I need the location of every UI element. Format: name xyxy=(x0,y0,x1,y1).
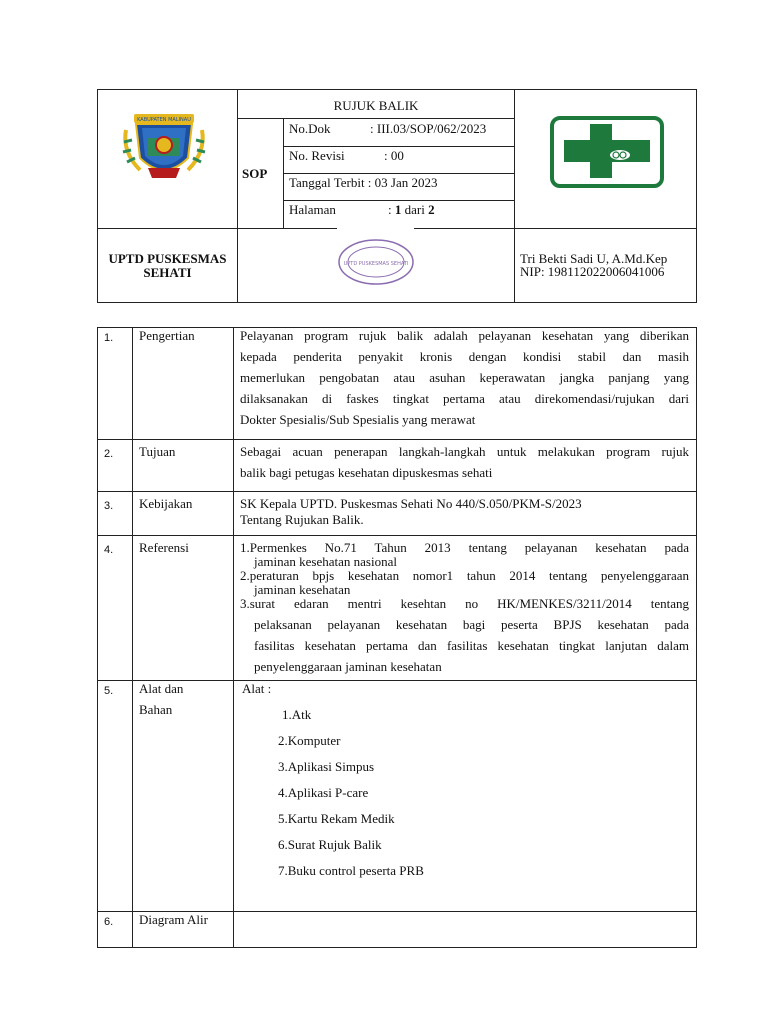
section-label: Tujuan xyxy=(139,444,176,459)
no-revisi-label: No. Revisi xyxy=(289,148,345,163)
section-text-line: 2.peraturan bpjs kesehatan nomor1 tahun 2014 tentang penyelenggaraan xyxy=(240,568,689,583)
svg-text:UPTD PUSKESMAS SEHATI: UPTD PUSKESMAS SEHATI xyxy=(343,261,409,267)
section-text-line: kepada penderita penyakit kronis dengan kondisi stabil dan masih xyxy=(240,349,689,364)
list-item: 4.Aplikasi P-care xyxy=(278,785,369,800)
no-dok-value: : III.03/SOP/062/2023 xyxy=(370,121,487,136)
section-text-line: 1.Permenkes No.71 Tahun 2013 tentang pelayanan kesehatan pada xyxy=(240,540,689,555)
alat-heading: Alat : xyxy=(242,681,272,696)
section-text-line: pelaksanan pelayanan kesehatan bagi peserta BPJS kesehatan pada xyxy=(254,617,689,632)
sop-label: SOP xyxy=(242,166,268,181)
halaman-value xyxy=(388,202,435,218)
section-label: Diagram Alir xyxy=(139,912,208,927)
section-text-line: balik bagi petugas kesehatan dipuskesmas sehati xyxy=(240,465,493,480)
section-text-line: dilaksanakan di faskes tingkat pertama atau direkomendasi/rujukan dari xyxy=(240,391,689,406)
halaman-label: Halaman xyxy=(289,202,336,217)
section-text-line: SK Kepala UPTD. Puskesmas Sehati No 440/S.050/PKM-S/2023 xyxy=(240,496,582,511)
section-text-line: Pelayanan program rujuk balik adalah pelayanan kesehatan yang diberikan xyxy=(240,328,689,343)
section-text-line: Tentang Rujukan Balik. xyxy=(240,512,364,527)
section-text-line: Dokter Spesialis/Sub Spesialis yang merawat xyxy=(240,412,476,427)
section-label: Alat dan xyxy=(139,681,184,696)
list-item: 5.Kartu Rekam Medik xyxy=(278,811,395,826)
list-item: 2.Komputer xyxy=(278,733,341,748)
regency-logo xyxy=(118,112,210,184)
signer-nip xyxy=(520,264,664,280)
halaman-dari: dari xyxy=(404,202,425,217)
document-title: RUJUK BALIK xyxy=(333,98,419,113)
section-text-line: 3.surat edaran mentri kesehtan no HK/MENKES/3211/2014 tentang xyxy=(240,596,689,611)
signer-nip-last: 6 xyxy=(657,264,665,279)
org-name-line2: SEHATI xyxy=(143,265,192,280)
no-dok-label: No.Dok xyxy=(289,121,331,136)
signer-name: Tri Bekti Sadi U, A.Md.Kep xyxy=(520,251,668,266)
section-text-line: penyelenggaraan jaminan kesehatan xyxy=(254,659,442,674)
signer-nip-main: NIP: 19811202200604100 xyxy=(520,264,658,279)
section-text-line: jaminan kesehatan nasional xyxy=(254,554,397,569)
section-label: Kebijakan xyxy=(139,496,193,511)
section-label: Pengertian xyxy=(139,328,195,343)
list-item: 3.Aplikasi Simpus xyxy=(278,759,375,774)
tanggal-terbit: Tanggal Terbit : 03 Jan 2023 xyxy=(289,175,438,190)
list-item: 6.Surat Rujuk Balik xyxy=(278,837,382,852)
section-number: 1. xyxy=(104,332,114,344)
health-cross-logo xyxy=(550,116,664,188)
official-stamp xyxy=(336,237,416,287)
section-number: 6. xyxy=(104,916,114,928)
section-label: Bahan xyxy=(139,702,173,717)
svg-text:KABUPATEN MALINAU: KABUPATEN MALINAU xyxy=(137,117,191,123)
halaman-page: 1 xyxy=(394,202,402,217)
section-number: 3. xyxy=(104,500,114,512)
section-number: 5. xyxy=(104,685,114,697)
section-text-line: Sebagai acuan penerapan langkah-langkah untuk melakukan program rujuk xyxy=(240,444,689,459)
section-text-line: memerlukan pengobatan atau asuhan keperawatan jangka panjang yang xyxy=(240,370,689,385)
section-text-line: fasilitas kesehatan pertama dan fasilitas kesehatan tingkat lanjutan dalam xyxy=(254,638,689,653)
org-name-line1: UPTD PUSKESMAS xyxy=(108,251,227,266)
section-number: 2. xyxy=(104,448,114,460)
list-item: 7.Buku control peserta PRB xyxy=(278,863,424,878)
section-label: Referensi xyxy=(139,540,189,555)
no-revisi-value: : 00 xyxy=(384,148,404,163)
section-text-line: jaminan kesehatan xyxy=(254,582,351,597)
halaman-total: 2 xyxy=(428,202,435,217)
halaman-sep: : xyxy=(388,202,392,217)
list-item: 1.Atk xyxy=(282,707,312,722)
section-number: 4. xyxy=(104,544,114,556)
